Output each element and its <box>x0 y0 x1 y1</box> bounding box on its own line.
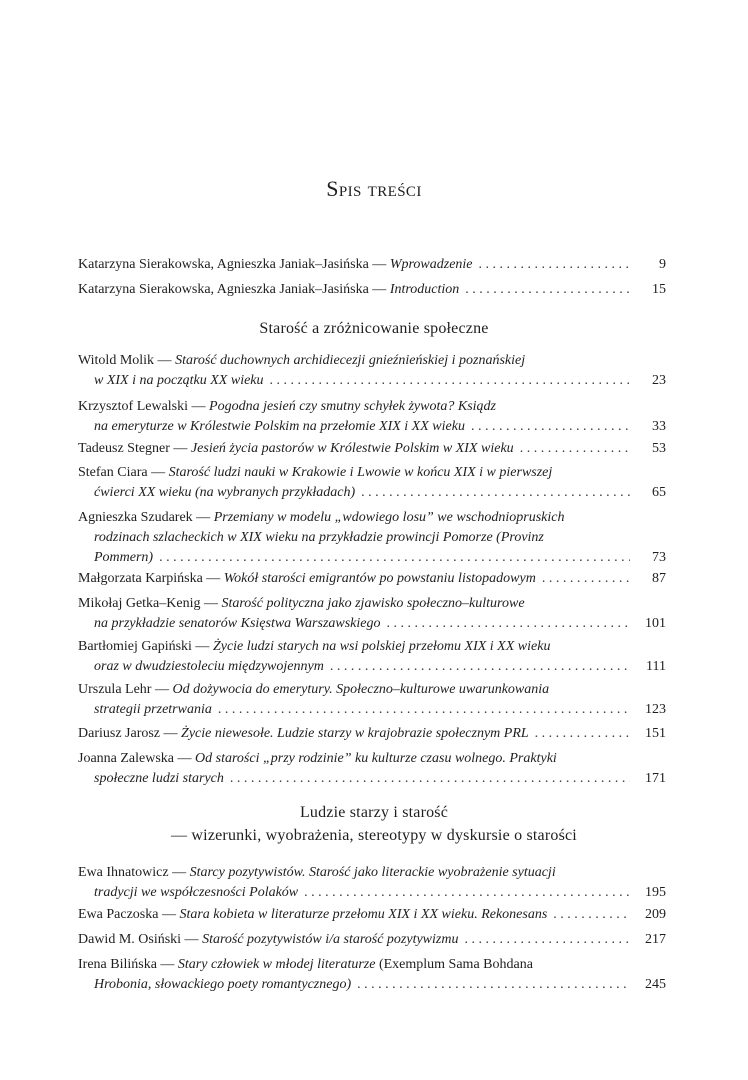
entry-page-number: 33 <box>652 419 666 434</box>
entry-title: Od dożywocia do emerytury. Społeczno–kulturowe uwarunkowania <box>172 682 550 697</box>
entry-page-number: 209 <box>645 907 666 922</box>
entry-page-number: 111 <box>646 659 666 674</box>
section-heading-2: Ludzie starzy i starość <box>299 804 449 821</box>
entry-title-cont: ćwierci XX wieku (na wybranych przykładach) <box>94 485 356 500</box>
entry-page-number: 101 <box>645 616 666 631</box>
entry-author: Bartłomiej Gapiński — <box>78 639 210 654</box>
entry-title: Starość ludzi nauki w Krakowie i Lwowie w końcu XIX i w pierwszej <box>168 465 553 480</box>
entry-page-number: 53 <box>652 441 666 456</box>
entry-author: Krzysztof Lewalski — <box>78 399 206 414</box>
dot-leader <box>387 614 631 634</box>
dot-leader <box>520 439 630 459</box>
toc-entry[interactable] <box>78 905 666 925</box>
dot-leader <box>535 724 630 744</box>
entry-title: Wokół starości emigrantów po powstaniu listopadowym <box>223 571 536 586</box>
entry-author: Mikołaj Getka–Kenig — <box>78 596 218 611</box>
entry-title: Życie ludzi starych na wsi polskiej przełomu XIX i XX wieku <box>212 639 551 654</box>
entry-title: Introduction <box>389 282 460 297</box>
entry-page-number: 65 <box>652 485 666 500</box>
entry-page-number: 123 <box>645 702 666 717</box>
toc-entry[interactable] <box>78 351 666 391</box>
toc-entry[interactable] <box>78 749 666 789</box>
entry-author: Tadeusz Stegner — <box>78 441 188 456</box>
entry-page-number: 15 <box>652 282 666 297</box>
dot-leader <box>270 371 630 391</box>
entry-author: Urszula Lehr — <box>78 682 169 697</box>
entry-page-number: 217 <box>645 932 666 947</box>
entry-title: Stary człowiek w młodej literaturze <box>177 957 376 972</box>
entry-page-number: 245 <box>645 977 666 992</box>
toc-entry-intro-pl[interactable] <box>78 255 666 275</box>
toc-entry-intro-en[interactable] <box>78 280 666 300</box>
dot-leader <box>330 657 630 677</box>
toc-entry[interactable] <box>78 863 666 903</box>
dot-leader <box>159 548 630 568</box>
entry-title-cont: rodzinach szlacheckich w XIX wieku na przykładzie prowincji Pomorze (Provinz <box>94 530 544 545</box>
entry-page-number: 9 <box>659 257 666 272</box>
entry-title-cont: strategii przetrwania <box>94 702 212 717</box>
entry-title-cont: tradycji we współczesności Polaków <box>94 885 299 900</box>
entry-title-cont: społeczne ludzi starych <box>94 771 224 786</box>
entry-page-number: 151 <box>645 726 666 741</box>
dot-leader <box>361 483 630 503</box>
entry-title: Starcy pozytywistów. Starość jako literackie wyobrażenie sytuacji <box>189 865 556 880</box>
entry-author: Dariusz Jarosz — <box>78 726 178 741</box>
entry-title-cont: na emeryturze w Królestwie Polskim na przełomie XIX i XX wieku <box>94 419 465 434</box>
section-heading-1: Starość a zróżnicowanie społeczne <box>259 320 489 337</box>
entry-title: Od starości „przy rodzinie” ku kulturze czasu wolnego. Praktyki <box>195 751 557 766</box>
dot-leader <box>218 700 630 720</box>
dot-leader <box>357 975 630 995</box>
entry-author: Katarzyna Sierakowska, Agnieszka Janiak–Jasińska — <box>78 282 387 297</box>
toc-entry[interactable] <box>78 930 666 950</box>
toc-entry[interactable] <box>78 397 666 437</box>
entry-author: Irena Bilińska — <box>78 957 175 972</box>
entry-title: Wprowadzenie <box>389 257 473 272</box>
entry-page-number: 195 <box>645 885 666 900</box>
toc-entry[interactable] <box>78 680 666 720</box>
entry-author: Stefan Ciara — <box>78 465 166 480</box>
entry-page-number: 171 <box>645 771 666 786</box>
entry-author: Dawid M. Osiński — <box>78 932 199 947</box>
entry-title-cont: na przykładzie senatorów Księstwa Warszawskiego <box>94 616 381 631</box>
entry-page-number: 23 <box>652 373 666 388</box>
toc-entry[interactable] <box>78 594 666 634</box>
entry-title-cont: Pommern) <box>94 550 154 565</box>
entry-author: Ewa Paczoska — <box>78 907 176 922</box>
toc-entry[interactable] <box>78 955 666 995</box>
entry-title-tail: (Exemplum Sama Bohdana <box>378 957 533 972</box>
entry-title: Starość duchownych archidiecezji gnieźnieńskiej i poznańskiej <box>175 353 526 368</box>
toc-entry[interactable] <box>78 569 666 589</box>
dot-leader <box>465 280 630 300</box>
entry-author: Joanna Zalewska — <box>78 751 192 766</box>
dot-leader <box>304 883 630 903</box>
entry-author: Ewa Ihnatowicz — <box>78 865 187 880</box>
dot-leader <box>542 569 630 589</box>
entry-title-cont: w XIX i na początku XX wieku <box>94 373 264 388</box>
dot-leader <box>553 905 630 925</box>
toc-entry[interactable] <box>78 724 666 744</box>
toc-entry[interactable] <box>78 463 666 503</box>
entry-author: Katarzyna Sierakowska, Agnieszka Janiak–Jasińska — <box>78 257 387 272</box>
entry-title: Przemiany w modelu „wdowiego losu” we wschodniopruskich <box>213 510 565 525</box>
toc-entry[interactable] <box>78 508 666 568</box>
entry-title: Starość pozytywistów i/a starość pozytywizmu <box>202 932 459 947</box>
entry-title: Jesień życia pastorów w Królestwie Polskim w XIX wieku <box>190 441 514 456</box>
dot-leader <box>471 417 630 437</box>
entry-title: Stara kobieta w literaturze przełomu XIX i XX wieku. Rekonesans <box>179 907 548 922</box>
dot-leader <box>479 255 630 275</box>
dot-leader <box>230 769 630 789</box>
entry-author: Witold Molik — <box>78 353 172 368</box>
entry-page-number: 73 <box>652 550 666 565</box>
section-subheading-2: — wizerunki, wyobrażenia, stereotypy w dyskursie o starości <box>171 827 577 844</box>
entry-title-cont: Hrobonia, słowackiego poety romantycznego) <box>94 977 352 992</box>
dot-leader <box>464 930 630 950</box>
page-title: Spis treści <box>326 176 422 201</box>
entry-title: Starość polityczna jako zjawisko społeczno–kulturowe <box>221 596 525 611</box>
toc-entry[interactable] <box>78 637 666 677</box>
entry-title: Pogodna jesień czy smutny schyłek żywota? Ksiądz <box>209 399 496 414</box>
entry-title: Życie niewesołe. Ludzie starzy w krajobrazie społecznym PRL <box>181 726 529 741</box>
entry-author: Małgorzata Karpińska — <box>78 571 221 586</box>
toc-entry[interactable] <box>78 439 666 459</box>
entry-author: Agnieszka Szudarek — <box>78 510 211 525</box>
entry-title-cont: oraz w dwudziestoleciu międzywojennym <box>94 659 324 674</box>
entry-page-number: 87 <box>652 571 666 586</box>
